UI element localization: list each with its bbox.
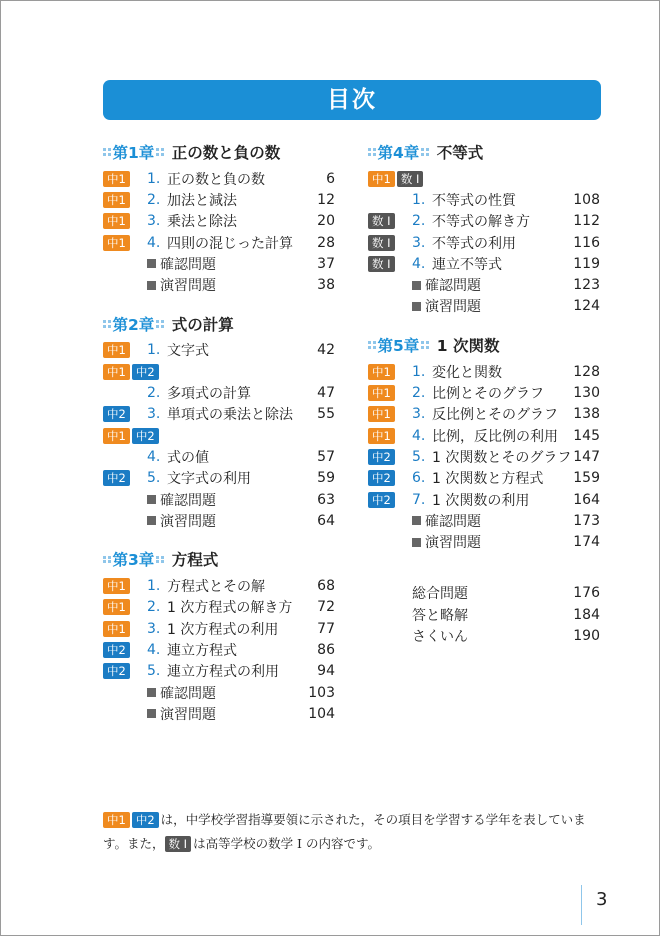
grade-badge: 中1 [368,171,395,187]
entry-badges [103,663,147,679]
entry-badges [368,364,412,380]
grade-badge: 中2 [103,642,130,658]
toc-entry-appendix [368,583,600,604]
toc-title: 目次 [327,87,377,113]
toc-entry [368,361,600,382]
entry-page: 173 [573,512,600,529]
entry-title: 不等式の性質 [432,192,516,209]
entry-page: 108 [573,191,600,208]
grade-badge: 中1 [103,599,130,615]
entry-number: 5. [412,448,426,465]
note-text-1: は，中学校学習指導要領に示された，その項目を学習する学年を表しています。また， [103,812,586,851]
toc-entry-exercise [103,489,335,510]
page-number-divider [581,885,582,925]
entry-page: 12 [317,191,335,208]
toc-entry [368,382,600,403]
toc-entry-exercise [103,682,335,703]
entry-page: 159 [573,470,600,487]
entry-number: 7. [412,491,426,508]
grade-badge: 中1 [103,342,130,358]
entry-title: 答と略解 [412,607,468,624]
entry-number: 2. [412,213,426,230]
entry-badges [368,406,412,422]
entry-page: 112 [573,213,600,230]
entry-title: 連立不等式 [432,256,502,273]
entry-page: 37 [317,255,335,272]
entry-title: 演習問題 [160,706,216,723]
toc-entry [103,168,335,189]
entry-number: 5. [147,663,161,680]
entry-page: 94 [317,663,335,680]
entry-title: 連立方程式 [167,642,237,659]
square-bullet-icon [147,495,156,504]
entry-page: 123 [573,277,600,294]
entry-title: 確認問題 [160,685,216,702]
entry-page: 72 [317,599,335,616]
grade-badge: 中1 [103,213,130,229]
entry-badges [103,621,147,637]
dot-grid-icon [103,556,111,564]
toc-title-banner [103,80,601,120]
entry-badges [103,192,147,208]
entry-title: 1 次方程式の利用 [167,621,279,638]
entry-page: 184 [573,606,600,623]
toc-entry [103,211,335,232]
toc-entry [103,597,335,618]
toc-entry [368,232,600,253]
entry-title: 方程式とその解 [167,579,265,596]
grade-badge: 中2 [368,492,395,508]
badge-row [368,168,600,189]
entry-page: 176 [573,585,600,602]
entry-number: 4. [412,255,426,272]
entry-title: 1 次方程式の解き方 [167,600,293,617]
entry-badges [103,171,147,187]
entry-title: 連立方程式の利用 [167,664,279,681]
entry-number: 1. [147,342,161,359]
chapter-heading [368,140,600,164]
grade-badge: 中2 [103,663,130,679]
chapter-label: 第5章 [377,337,420,356]
toc-entry [103,232,335,253]
dot-grid-icon [421,148,429,156]
entry-number: 4. [412,427,426,444]
toc-entry [103,404,335,425]
entry-page: 190 [573,627,600,644]
entry-page: 68 [317,578,335,595]
toc-entry [368,189,600,210]
entry-number: 1. [147,578,161,595]
entry-page: 86 [317,641,335,658]
entry-badges [368,470,412,486]
entry-number: 6. [412,470,426,487]
dot-grid-icon [156,320,164,328]
dot-grid-icon [368,341,376,349]
entry-page: 119 [573,255,600,272]
entry-badges [103,235,147,251]
entry-title: 確認問題 [160,492,216,509]
entry-number: 4. [147,641,161,658]
square-bullet-icon [412,281,421,290]
entry-number: 1. [412,363,426,380]
entry-number: 3. [147,213,161,230]
entry-page: 57 [317,448,335,465]
toc-entry [103,446,335,467]
toc-right-column [368,140,600,647]
entry-title: 演習問題 [425,535,481,552]
grade-badge: 数 I [368,256,395,272]
toc-entry [368,489,600,510]
entry-title: 多項式の計算 [167,386,251,403]
entry-page: 59 [317,470,335,487]
grade-badge: 数 I [397,171,424,187]
toc-entry [103,340,335,361]
toc-entry [103,618,335,639]
grade-badge: 中1 [103,428,130,444]
toc-entry [368,211,600,232]
dot-grid-icon [368,148,376,156]
entry-number: 3. [412,406,426,423]
entry-title: 不等式の利用 [432,235,516,252]
grade-badge: 数 I [368,235,395,251]
note-text-2: は高等学校の数学 I の内容です。 [193,836,380,851]
entry-badges [368,449,412,465]
toc-entry-exercise [368,274,600,295]
grade-badge: 中1 [103,171,130,187]
grade-badge: 中1 [103,578,130,594]
square-bullet-icon [147,688,156,697]
entry-page: 116 [573,234,600,251]
entry-number: 3. [147,620,161,637]
entry-page: 28 [317,234,335,251]
square-bullet-icon [147,709,156,718]
entry-page: 138 [573,406,600,423]
entry-page: 104 [308,705,335,722]
toc-entry [368,446,600,467]
entry-page: 174 [573,534,600,551]
entry-page: 55 [317,406,335,423]
chapter-title: 正の数と負の数 [171,144,281,162]
entry-title: 1 次関数の利用 [432,492,530,509]
page-number: 3 [596,889,608,910]
grade-badge: 中1 [368,428,395,444]
entry-badges [368,385,412,401]
chapter-title: 1 次関数 [436,337,500,356]
grade-badge: 中2 [368,449,395,465]
entry-page: 103 [308,684,335,701]
toc-entry [103,639,335,660]
chapter-heading [103,547,335,571]
chapter-heading [103,312,335,336]
entry-number: 2. [147,191,161,208]
toc-entry-exercise [368,531,600,552]
entry-page: 147 [573,448,600,465]
entry-title: 比例とそのグラフ [432,386,544,403]
chapter-title: 方程式 [171,551,219,570]
entry-number: 5. [147,470,161,487]
badge-chu1: 中1 [103,812,130,828]
dot-grid-icon [156,556,164,564]
toc-left-column [103,140,335,741]
chapter-title: 不等式 [436,144,484,162]
toc-entry [368,404,600,425]
entry-page: 38 [317,277,335,294]
legend-note [103,808,603,856]
entry-number: 3. [412,234,426,251]
chapter-label: 第3章 [112,551,155,570]
entry-number: 2. [147,385,161,402]
square-bullet-icon [147,281,156,290]
grade-badge: 中2 [103,470,130,486]
entry-badges [368,235,412,251]
entry-title: 確認問題 [160,256,216,273]
toc-entry-appendix [368,604,600,625]
entry-number: 4. [147,448,161,465]
toc-entry [103,189,335,210]
entry-badges [103,406,147,422]
entry-number: 2. [147,599,161,616]
entry-title: 演習問題 [160,513,216,530]
entry-badges [103,213,147,229]
entry-page: 130 [573,385,600,402]
grade-badge: 中1 [368,406,395,422]
entry-title: 1 次関数とそのグラフ [432,449,572,466]
badge-chu2: 中2 [132,812,159,828]
entry-number: 4. [147,234,161,251]
toc-entry-exercise [368,510,600,531]
entry-title: 加法と減法 [167,192,237,209]
toc-entry [368,425,600,446]
square-bullet-icon [412,538,421,547]
grade-badge: 中1 [368,364,395,380]
chapter-title: 式の計算 [171,315,234,334]
grade-badge: 中1 [103,364,130,380]
entry-badges [103,470,147,486]
grade-badge: 中1 [368,385,395,401]
dot-grid-icon [156,148,164,156]
entry-title: 単項式の乗法と除法 [167,407,293,424]
toc-entry-exercise [103,703,335,724]
grade-badge: 中2 [103,406,130,422]
entry-number: 1. [412,191,426,208]
chapter-label: 第4章 [377,144,420,162]
entry-title: 文字式 [167,343,209,360]
grade-badge: 中1 [103,235,130,251]
grade-badge: 数 I [368,213,395,229]
entry-badges [368,428,412,444]
entry-title: 確認問題 [425,278,481,295]
entry-title: 総合問題 [412,586,468,603]
badge-suu1: 数 I [165,836,192,852]
entry-title: 不等式の解き方 [432,214,530,231]
entry-badges [103,599,147,615]
toc-entry [368,468,600,489]
toc-entry-exercise [368,296,600,317]
toc-entry-appendix [368,625,600,646]
badge-row [103,425,335,446]
toc-entry [103,661,335,682]
entry-badges [368,256,412,272]
entry-number: 1. [147,170,161,187]
entry-badges [368,492,412,508]
toc-entry-exercise [103,274,335,295]
entry-page: 20 [317,213,335,230]
entry-title: 比例，反比例の利用 [432,428,558,445]
entry-badges [103,342,147,358]
toc-entry [368,253,600,274]
toc-entry [103,575,335,596]
entry-title: 反比例とそのグラフ [432,407,558,424]
entry-badges [103,642,147,658]
entry-page: 64 [317,512,335,529]
chapter-label: 第1章 [112,144,155,162]
entry-title: 式の値 [167,449,209,466]
grade-badge: 中2 [132,364,159,380]
entry-page: 164 [573,491,600,508]
toc-entry [103,382,335,403]
badge-row [103,361,335,382]
grade-badge: 中1 [103,192,130,208]
entry-badges [368,213,412,229]
toc-entry-exercise [103,253,335,274]
grade-badge: 中1 [103,621,130,637]
entry-title: さくいん [412,628,468,645]
grade-badge: 中2 [132,428,159,444]
square-bullet-icon [412,302,421,311]
toc-entry [103,468,335,489]
entry-title: 演習問題 [425,299,481,316]
square-bullet-icon [412,516,421,525]
entry-page: 77 [317,620,335,637]
entry-page: 6 [326,170,335,187]
entry-page: 63 [317,491,335,508]
chapter-heading [368,333,600,357]
entry-title: 変化と関数 [432,364,502,381]
entry-title: 正の数と負の数 [167,171,265,188]
entry-page: 42 [317,342,335,359]
entry-page: 128 [573,363,600,380]
entry-number: 3. [147,406,161,423]
dot-grid-icon [103,320,111,328]
square-bullet-icon [147,516,156,525]
entry-title: 演習問題 [160,278,216,295]
entry-number: 2. [412,385,426,402]
chapter-heading [103,140,335,164]
dot-grid-icon [103,148,111,156]
entry-page: 47 [317,385,335,402]
dot-grid-icon [421,341,429,349]
toc-entry-exercise [103,510,335,531]
entry-title: 1 次関数と方程式 [432,471,544,488]
entry-title: 四則の混じった計算 [167,235,293,252]
square-bullet-icon [147,259,156,268]
entry-page: 124 [573,298,600,315]
entry-title: 文字式の利用 [167,471,251,488]
entry-title: 確認問題 [425,513,481,530]
chapter-label: 第2章 [112,315,155,334]
entry-page: 145 [573,427,600,444]
entry-title: 乗法と除法 [167,214,237,231]
entry-badges [103,578,147,594]
grade-badge: 中2 [368,470,395,486]
